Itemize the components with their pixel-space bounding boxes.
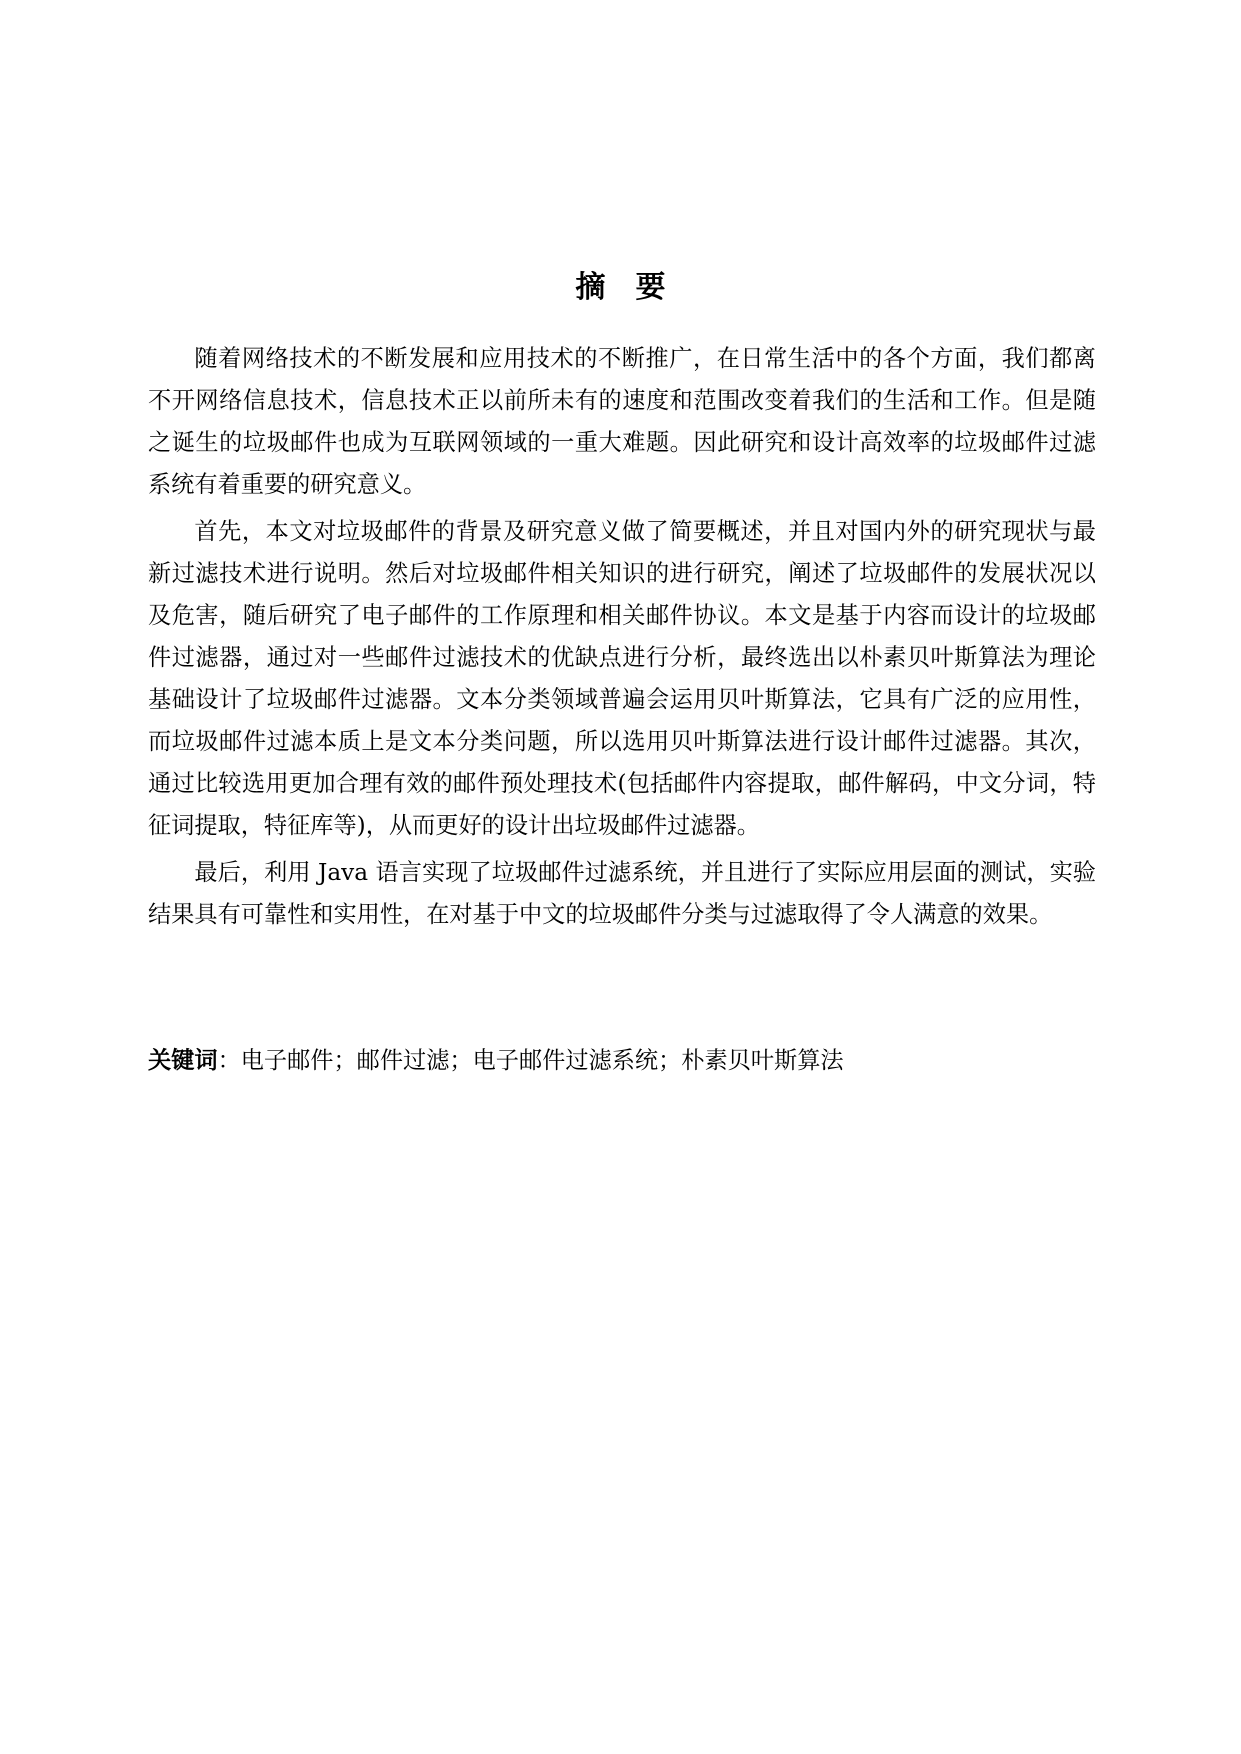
keywords-line: [148, 1040, 1096, 1082]
keywords-label: 关键词: [148, 1047, 218, 1074]
keywords-separator: ：: [217, 1047, 241, 1074]
abstract-paragraph-2: 首先，本文对垃圾邮件的背景及研究意义做了简要概述，并且对国内外的研究现状与最新过滤技术进行说明。然后对垃圾邮件相关知识的进行研究，阐述了垃圾邮件的发展状况以及危害，随后研究了电子邮件的工作原理和相关邮件协议。本文是基于内容而设计的垃圾邮件过滤器，通过对一些邮件过滤技术的优缺点进行分析，最终选出以朴素贝叶斯算法为理论基础设计了垃圾邮件过滤器。文本分类领域普遍会运用贝叶斯算法，它具有广泛的应用性，而垃圾邮件过滤本质上是文本分类问题，所以选用贝叶斯算法进行设计邮件过滤器。其次，通过比较选用更加合理有效的邮件预处理技术(包括邮件内容提取，邮件解码，中文分词，特征词提取，特征库等)，从而更好的设计出垃圾邮件过滤器。: [148, 518, 1096, 839]
abstract-paragraph-1: 随着网络技术的不断发展和应用技术的不断推广，在日常生活中的各个方面，我们都离不开网络信息技术，信息技术正以前所未有的速度和范围改变着我们的生活和工作。但是随之诞生的垃圾邮件也成为互联网领域的一重大难题。因此研究和设计高效率的垃圾邮件过滤系统有着重要的研究意义。: [148, 345, 1096, 498]
abstract-body: [148, 338, 1096, 941]
abstract-title-char-1: 摘: [575, 270, 606, 305]
abstract-paragraph-3: 最后，利用 Java 语言实现了垃圾邮件过滤系统，并且进行了实际应用层面的测试，实验结果具有可靠性和实用性，在对基于中文的垃圾邮件分类与过滤取得了令人满意的效果。: [148, 859, 1096, 928]
abstract-title-char-2: 要: [635, 270, 666, 305]
abstract-title: [0, 262, 1241, 306]
keywords-text: 电子邮件；邮件过滤；电子邮件过滤系统；朴素贝叶斯算法: [240, 1047, 844, 1074]
